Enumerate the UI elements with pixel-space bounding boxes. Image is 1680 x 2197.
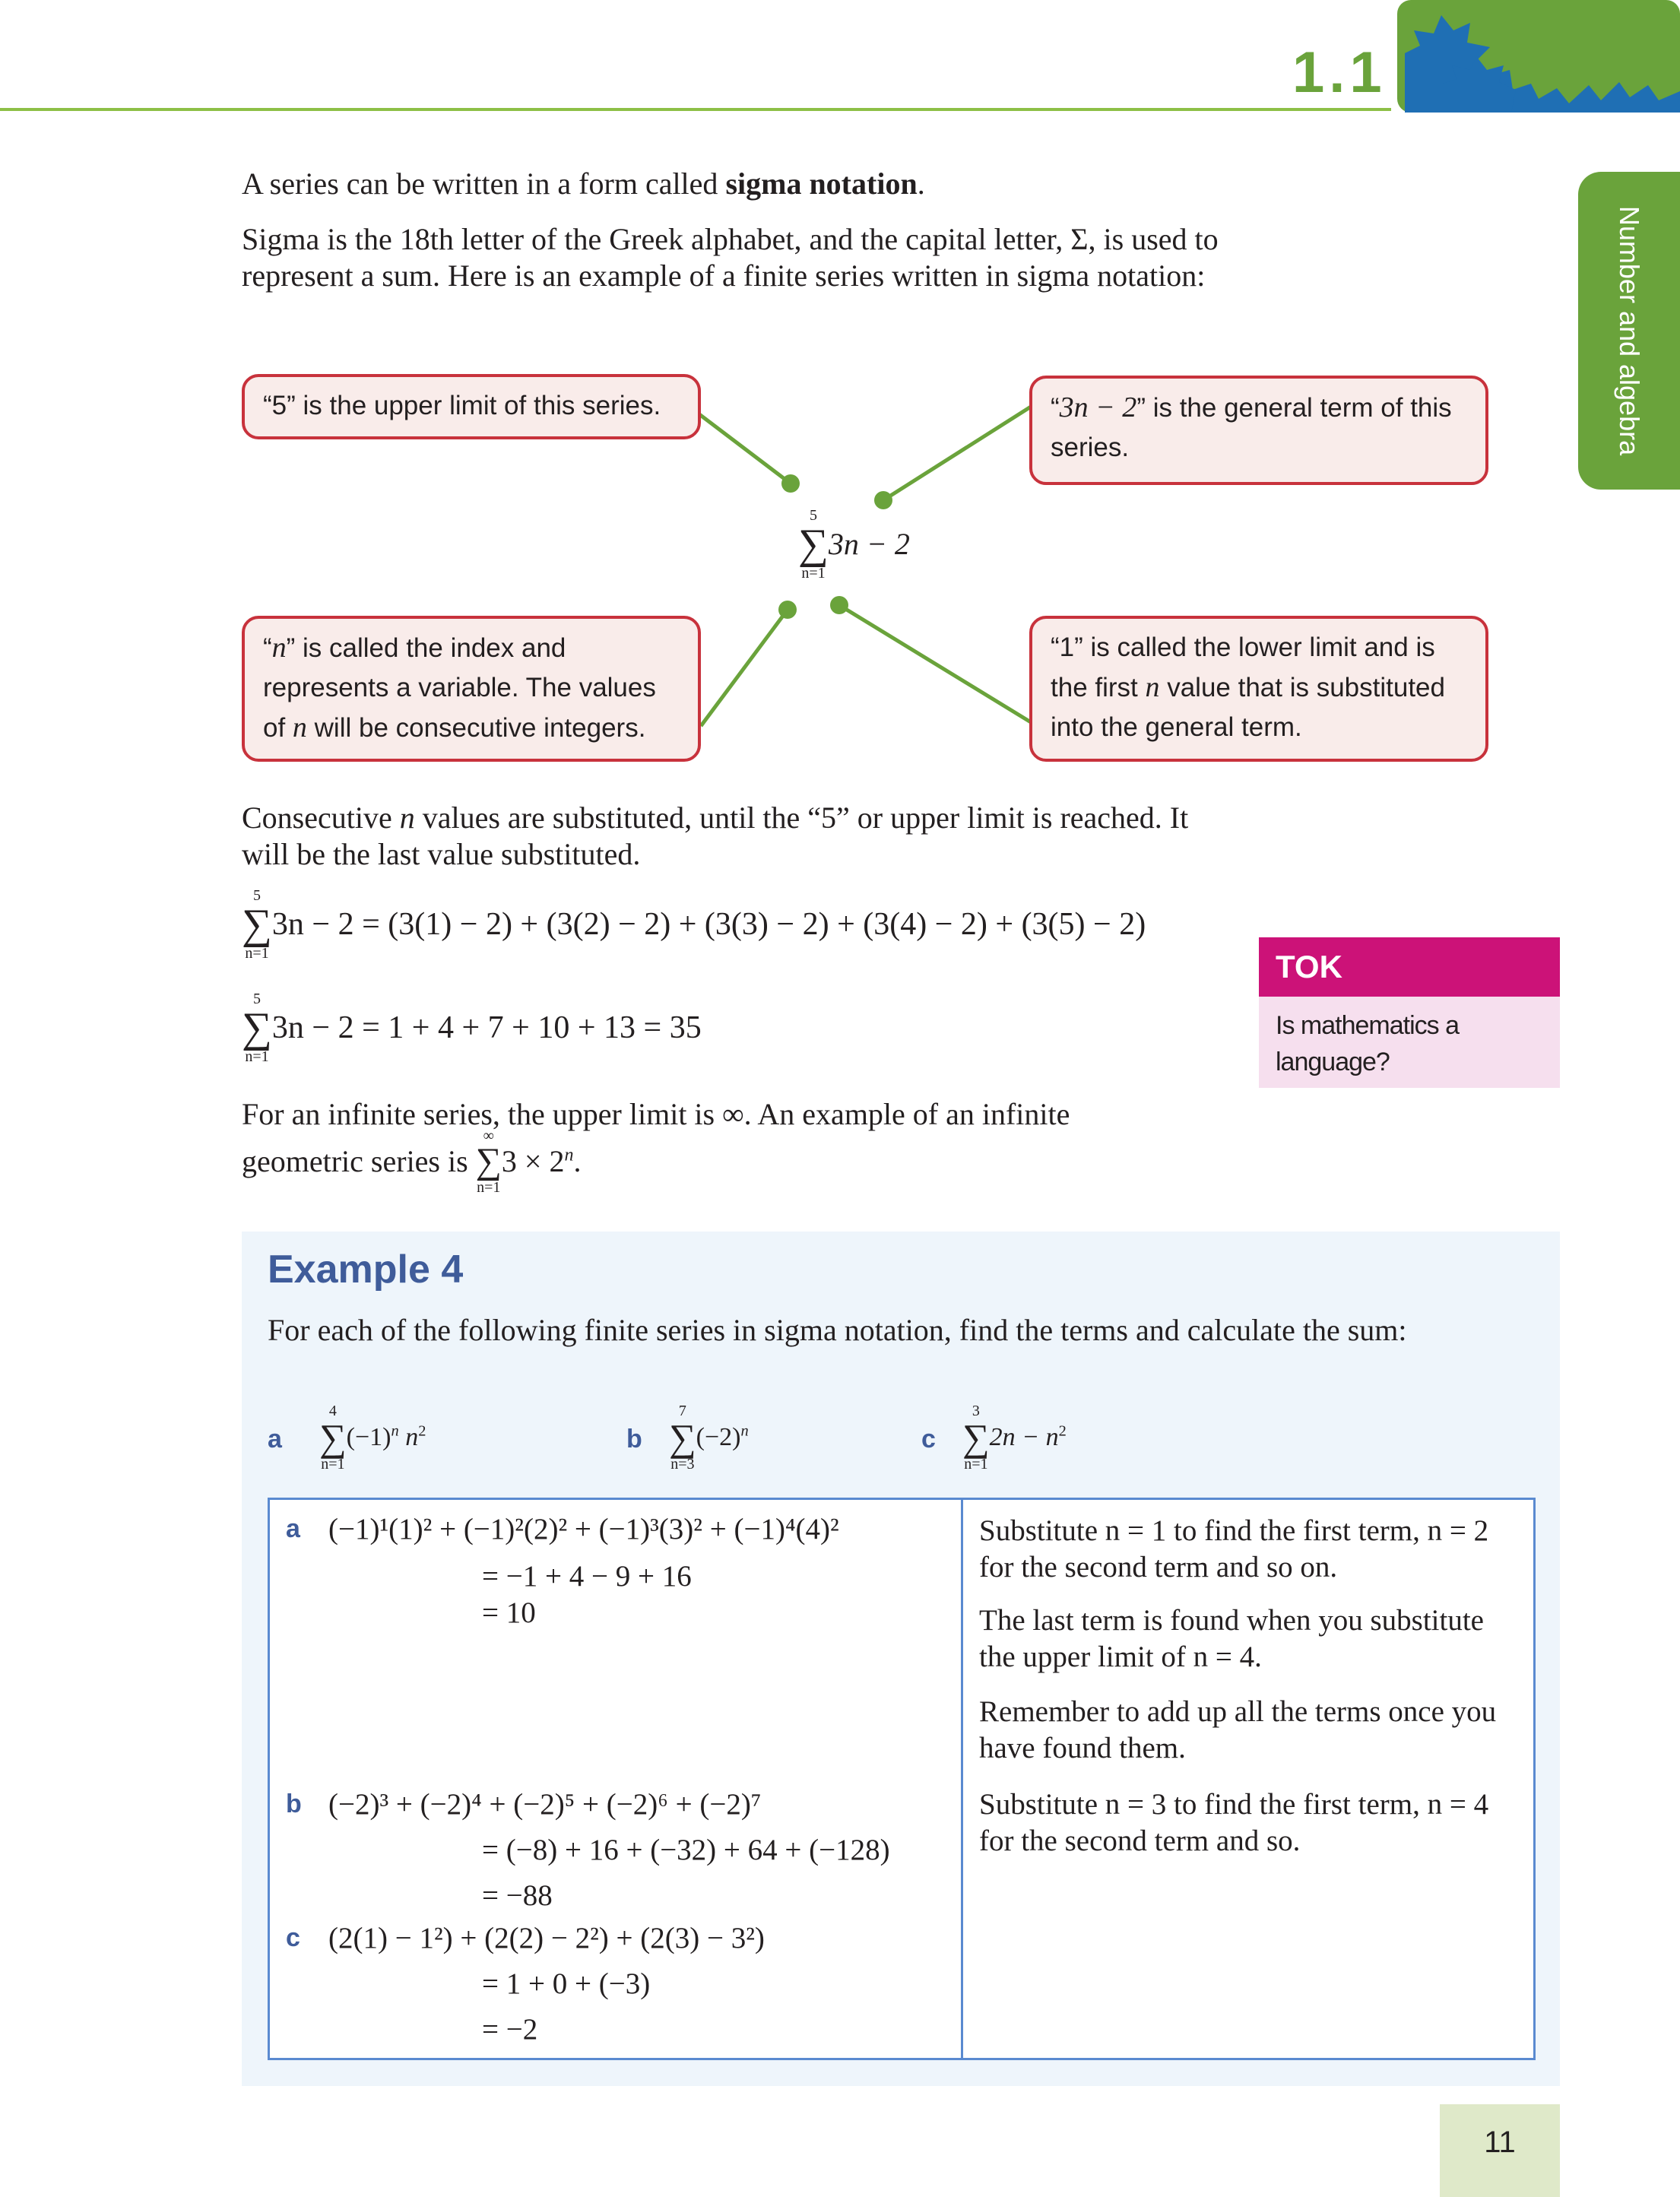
callout-upper-limit: “5” is the upper limit of this series. — [242, 374, 701, 439]
table-divider — [961, 1498, 963, 2060]
solution-c-line-1: (2(1) − 1²) + (2(2) − 2²) + (2(3) − 3²) — [328, 1922, 765, 1954]
section-number: 1.1 — [1292, 40, 1387, 105]
solution-a-line-2: = −1 + 4 − 9 + 16 — [482, 1560, 692, 1593]
tok-heading: TOK — [1259, 937, 1560, 997]
intro-paragraph-2: Sigma is the 18th letter of the Greek alphabet, and the capital letter, Σ, is used to represent a sum. Here is an example of a finite series written in sigma notation: — [242, 222, 1219, 293]
solution-a-line-3: = 10 — [482, 1596, 536, 1629]
question-c-series: 3 ∑ n=1 $2n - n^2$ — [962, 1403, 1067, 1473]
callout-index: “n” is called the index and represents a variable. The values of n will be consecutive integers. — [242, 616, 701, 762]
side-tab-label: Number and algebra — [1614, 205, 1645, 456]
solution-c-line-2: = 1 + 0 + (−3) — [482, 1967, 651, 2000]
solution-c-line-3: = −2 — [482, 2013, 538, 2046]
tok-question: Is mathematics a language? — [1276, 1011, 1459, 1076]
note-2: The last term is found when you substitute the upper limit of n = 4. — [979, 1604, 1484, 1673]
solution-b-label: b — [286, 1790, 302, 1818]
note-3: Remember to add up all the terms once you have found them. — [979, 1695, 1497, 1764]
note-4: Substitute n = 3 to find the first term, n = 4 for the second term and so. — [979, 1788, 1489, 1857]
intro-paragraph-1: A series can be written in a form called sigma notation. — [242, 166, 925, 201]
equation-sum: 5 ∑ n=1 3n − 2 = 1 + 4 + 7 + 10 + 13 = 35 — [242, 991, 702, 1065]
example-title: Example 4 — [268, 1248, 464, 1292]
callout-general-term: “3n − 2” is the general term of this series. — [1029, 376, 1488, 485]
question-c-label: c — [921, 1425, 936, 1454]
page-number: 11 — [1484, 2126, 1516, 2159]
solution-a-label: a — [286, 1514, 300, 1543]
solution-b-line-2: = (−8) + 16 + (−32) + 64 + (−128) — [482, 1834, 890, 1866]
example-prompt: For each of the following finite series in sigma notation, find the terms and calculate the sum: — [268, 1313, 1407, 1347]
page-number-box — [1440, 2104, 1560, 2197]
equation-expansion: 5 ∑ n=1 3n − 2 = (3(1) − 2) + (3(2) − 2) + (3(3) − 2) + (3(4) − 2) + (3(5) − 2) — [242, 887, 1146, 962]
solution-c-label: c — [286, 1923, 300, 1952]
note-1: Substitute n = 1 to find the first term, n = 2 for the second term and so on. — [979, 1514, 1489, 1584]
tok-box — [1259, 937, 1560, 1088]
question-b-series: 7 ∑ n=3 $(-2)^n$ — [669, 1403, 749, 1473]
question-b-label: b — [626, 1425, 642, 1454]
solution-b-line-3: = −88 — [482, 1879, 553, 1912]
body-paragraph-4b: geometric series is ∞ ∑ n=1 $3 \times 2^n$. — [242, 1127, 582, 1196]
question-a-label: a — [268, 1425, 282, 1454]
solution-b-line-1: (−2)³ + (−2)⁴ + (−2)⁵ + (−2)⁶ + (−2)⁷ — [328, 1788, 762, 1821]
solution-a-line-1: (−1)¹(1)² + (−1)²(2)² + (−1)³(3)² + (−1)⁴(4)² — [328, 1513, 839, 1546]
sigma-example: 5 ∑ n=1 3n − 2 — [798, 507, 910, 582]
question-a-series: 4 ∑ n=1 $(-1)^n$ $n^2$ — [319, 1403, 426, 1473]
body-paragraph-3: Consecutive n values are substituted, until the “5” or upper limit is reached. It will be the last value substituted. — [242, 800, 1189, 871]
body-paragraph-4a: For an infinite series, the upper limit is ∞. An example of an infinite — [242, 1097, 1070, 1131]
callout-lower-limit: “1” is called the lower limit and is the first n value that is substituted into the general term. — [1029, 616, 1488, 762]
